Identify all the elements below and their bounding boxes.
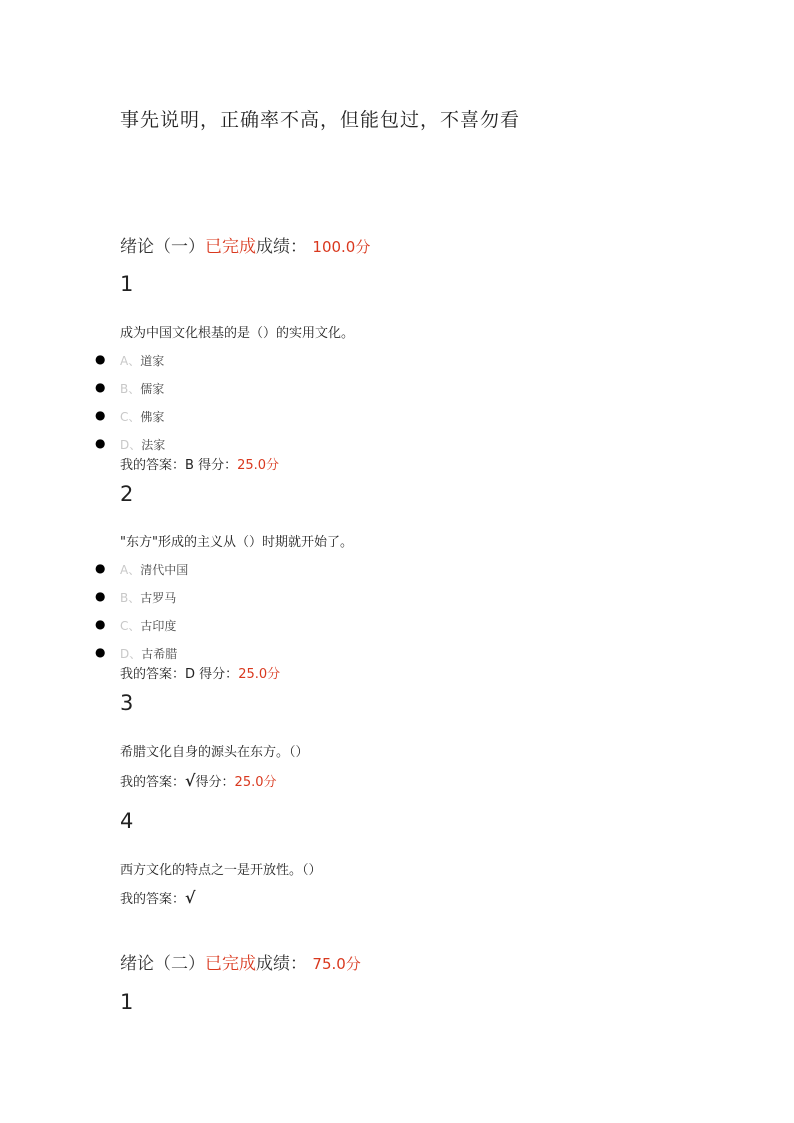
score-label: 成绩： [256, 954, 307, 974]
points: 25.0分 [234, 775, 277, 790]
my-answer: √ [185, 888, 196, 907]
section-score: 100.0分 [312, 238, 371, 256]
question-number: 2 [120, 482, 134, 506]
section-title: 绪论（一） [120, 237, 205, 257]
section-score: 75.0分 [312, 955, 361, 973]
section-status: 已完成 [205, 954, 256, 974]
option-item: ● B、古罗马 [95, 589, 177, 605]
my-answer: B [185, 458, 194, 473]
points: 25.0分 [237, 458, 280, 473]
answer-line: 我的答案：√ [120, 888, 196, 907]
section-header [120, 949, 361, 974]
question-text: "东方"形成的主义从（）时期就开始了。 [120, 535, 353, 550]
option-item: ● B、儒家 [95, 380, 165, 396]
score-label: 成绩： [256, 237, 307, 257]
section-title: 绪论（二） [120, 954, 205, 974]
question-text: 成为中国文化根基的是（）的实用文化。 [120, 326, 355, 341]
answer-line: 我的答案：√得分：25.0分 [120, 771, 277, 790]
points: 25.0分 [238, 667, 281, 682]
question-number: 4 [120, 809, 134, 833]
question-text: 西方文化的特点之一是开放性。（） [120, 863, 322, 878]
intro-note: 事先说明，正确率不高，但能包过，不喜勿看 [120, 109, 521, 131]
section-status: 已完成 [205, 237, 256, 257]
option-item: ● A、清代中国 [95, 561, 189, 577]
section-header [120, 232, 370, 257]
my-answer: D [185, 667, 196, 682]
option-item: ● C、佛家 [95, 408, 165, 424]
question-number: 1 [120, 272, 134, 296]
option-item: ● D、古希腊 [95, 645, 178, 661]
my-answer: √ [185, 771, 196, 790]
answer-line: 我的答案：D 得分：25.0分 [120, 667, 281, 682]
question-number: 1 [120, 990, 134, 1014]
question-number: 3 [120, 691, 134, 715]
question-text: 希腊文化自身的源头在东方。（） [120, 745, 309, 760]
option-item: ● D、法家 [95, 436, 166, 452]
answer-line: 我的答案：B 得分：25.0分 [120, 458, 280, 473]
option-item: ● C、古印度 [95, 617, 177, 633]
option-item: ● A、道家 [95, 352, 165, 368]
